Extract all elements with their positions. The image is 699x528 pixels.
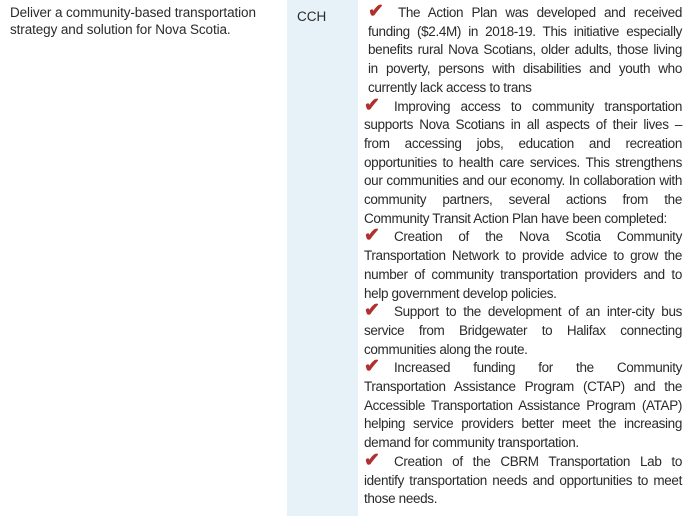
status-item-text: Improving access to community transportation supports Nova Scotians in all aspects of their lives – from accessing jobs, education and recreation opportunities to health care services. This strengthens our communities and our economy. In collaboration with community partners, several actions from the Community Transit Action Plan have been completed: (364, 98, 682, 226)
checkmark-icon: ✔ (368, 1, 384, 22)
status-item (364, 225, 682, 303)
status-item-text: Increased funding for the Community Transportation Assistance Program (CTAP) and the Accessible Transportation Assistance Program (ATAP) helping service providers better meet the increasing demand for community transportation. (364, 360, 682, 451)
checkmark-icon: ✔ (364, 225, 380, 247)
checkmark-icon: ✔ (364, 356, 380, 378)
lead-department-label: CCH (297, 9, 327, 24)
checkmark-icon: ✔ (364, 94, 380, 116)
status-item (364, 300, 682, 359)
status-item (364, 356, 682, 453)
checkmark-icon: ✔ (364, 449, 380, 471)
status-item (364, 94, 682, 229)
status-cell (364, 1, 682, 509)
lead-department-cell (287, 0, 358, 516)
status-item-text: The Action Plan was developed and received funding ($2.4M) in 2018-19. This initiative especially benefits rural Nova Scotians, older adults, those living in poverty, persons with disabilities and youth who currently lack access to trans (368, 5, 682, 95)
status-item (364, 449, 682, 509)
status-item-text: Creation of the CBRM Transportation Lab to identify transportation needs and opportunities to meet those needs. (364, 453, 682, 507)
status-item-text: Creation of the Nova Scotia Community Transportation Network to provide advice to grow the number of community transportation providers and to help government develop policies. (364, 229, 682, 301)
status-item-text: Support to the development of an inter-city bus service from Bridgewater to Halifax connecting communities along the route. (364, 304, 682, 357)
checkmark-icon: ✔ (364, 300, 380, 322)
commitment-cell: Deliver a community-based transportation strategy and solution for Nova Scotia. (10, 5, 256, 37)
status-item (364, 1, 682, 98)
